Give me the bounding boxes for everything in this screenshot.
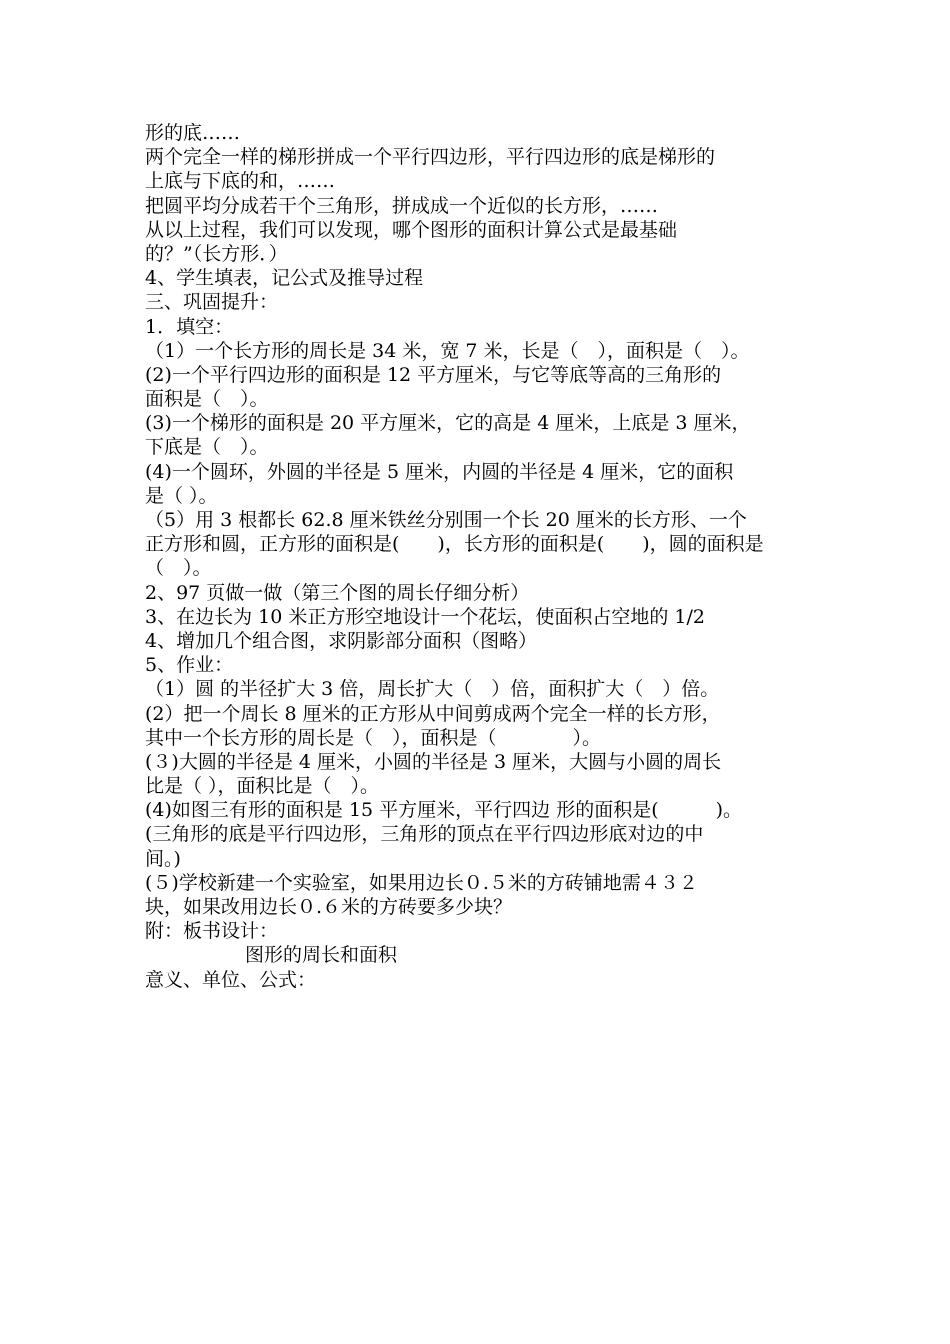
text-line: 4、增加几个组合图，求阴影部分面积（图略） <box>145 629 538 652</box>
text-line: 意义、单位、公式： <box>145 968 317 991</box>
text-line: 形的底…… <box>145 122 241 144</box>
text-line: 附：板书设计： <box>145 920 279 943</box>
text-line: 3、在边长为 10 米正方形空地设计一个花坛，使面积占空地的 1/2 <box>145 605 705 628</box>
text-line: 的？”（长方形．） <box>145 242 288 265</box>
text-line: 其中一个长方形的周长是（ ），面积是（ ）。 <box>145 726 602 749</box>
text-line: （ ）。 <box>145 557 212 580</box>
text-line: (三角形的底是平行四边形，三角形的顶点在平行四边形底对边的中 <box>145 823 704 846</box>
text-line: 比是（ ），面积比是（ ）。 <box>145 775 380 798</box>
text-line: 4、学生填表，记公式及推导过程 <box>145 267 424 290</box>
text-line: 2、97 页做一做（第三个图的周长仔细分析） <box>145 581 530 604</box>
text-line: (３)大圆的半径是 4 厘米，小圆的半径是 3 厘米，大圆与小圆的周长 <box>145 750 722 773</box>
text-line: 是（ ）。 <box>145 484 218 507</box>
text-line: 从以上过程，我们可以发现，哪个图形的面积计算公式是最基础 <box>145 218 678 241</box>
document-page <box>145 121 813 992</box>
text-line: 5、作业： <box>145 654 234 677</box>
text-line: (4)一个圆环，外圆的半径是 5 厘米，内圆的半径是 4 厘米，它的面积 <box>145 460 734 483</box>
text-line: （5）用 3 根都长 62.8 厘米铁丝分别围一个长 20 厘米的长方形、一个 <box>145 509 747 531</box>
text-line: 把圆平均分成若干个三角形，拼成成一个近似的长方形，…… <box>145 194 659 217</box>
text-line: 两个完全一样的梯形拼成一个平行四边形，平行四边形的底是梯形的 <box>145 146 716 169</box>
text-line: (3)一个梯形的面积是 20 平方厘米，它的高是 4 厘米，上底是 3 厘米， <box>145 412 751 435</box>
text-line: 上底与下底的和，…… <box>145 170 336 193</box>
text-line: (５)学校新建一个实验室，如果用边长０.５米的方砖铺地需４３２ <box>145 871 698 894</box>
text-line: （1）一个长方形的周长是 34 米，宽 7 米，长是（ ），面积是（ ）。 <box>145 339 750 362</box>
text-line: (2)一个平行四边形的面积是 12 平方厘米，与它等底等高的三角形的 <box>145 363 722 386</box>
text-line: 下底是（ ）。 <box>145 436 269 459</box>
section-heading: 三、巩固提升： <box>145 291 279 314</box>
text-line: 间。) <box>145 847 181 870</box>
board-design-title: 图形的周长和面积 <box>245 944 398 967</box>
text-line: （1）圆 的半径扩大 3 倍，周长扩大（ ）倍，面积扩大（ ）倍。 <box>145 678 720 701</box>
text-line: (4)如图三有形的面积是 15 平方厘米，平行四边 形的面积是( )。 <box>145 799 743 822</box>
text-line: 正方形和圆，正方形的面积是( )，长方形的面积是( )，圆的面积是 <box>145 533 764 556</box>
text-line: 1．填空： <box>145 315 234 338</box>
text-line: 面积是（ ）。 <box>145 388 269 411</box>
text-line: (2）把一个周长 8 厘米的正方形从中间剪成两个完全一样的长方形， <box>145 702 721 725</box>
text-line: 块，如果改用边长０.６米的方砖要多少块？ <box>145 896 513 918</box>
